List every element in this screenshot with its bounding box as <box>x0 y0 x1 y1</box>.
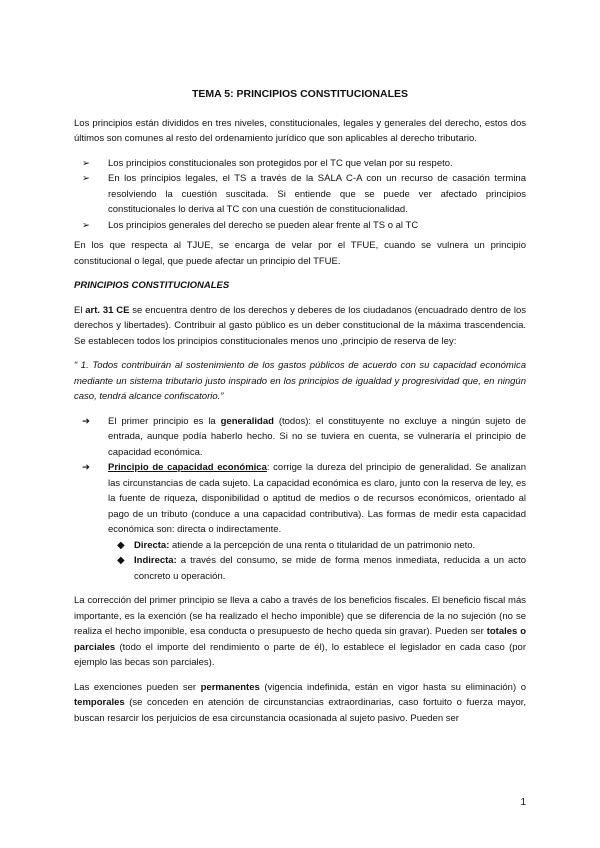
page-number: 1 <box>520 797 526 808</box>
bold-arrow-icon: ➔ <box>82 415 90 427</box>
arrow-bullet-icon: ➢ <box>82 219 90 231</box>
list-item: ➔ Principio de capacidad económica: corrige la dureza del principio de generalidad. Se analizan las circunstancias de cada sujeto. La capacidad económica es claro, junto con la reserva de ley, es la fuente de riqueza, disponibilidad o aptitud de medios o de recursos económicos, orientado al pago de un tributo (conduce a una capacidad contributiva). Las formas de medir esta capacidad económica son: directa o indirectamente. ◆ Directa: atiende a la percepción de una renta o titularidad de un patrimonio neto. ◆ Indirecta: a través del consumo, se mide de forma menos inmediata, reducida a un acto concreto u operación. <box>74 460 526 584</box>
list-item: ➢ Los principios constitucionales son protegidos por el TC que velan por su respeto. <box>74 156 526 172</box>
arrow-bullet-icon: ➢ <box>82 157 90 169</box>
bold-arrow-icon: ➔ <box>82 462 90 473</box>
list-item: ➢ Los principios generales del derecho se pueden alear frente al TS o al TC <box>74 218 526 234</box>
capacity-sub-list <box>74 538 526 585</box>
principles-list <box>74 414 526 585</box>
diamond-bullet-icon: ◆ <box>117 539 125 551</box>
constitution-quote: “ 1. Todos contribuirán al sostenimiento de los gastos públicos de acuerdo con su capacidad económica mediante un sistema tributario justo inspirado en los principios de igualdad y progresividad que, en ningún caso, tendrá alcance confiscatorio.” <box>74 360 526 402</box>
list-item: ➔ El primer principio es la generalidad (todos): el constituyente no excluye a ningún sujeto de entrada, aunque podía haberlo hecho. Si no se tuviera en cuenta, se vulneraría el principio de capacidad económica. <box>82 415 526 458</box>
diamond-bullet-icon: ◆ <box>117 555 125 566</box>
document-body <box>74 87 526 726</box>
section-title: PRINCIPIOS CONSTITUCIONALES <box>74 280 230 291</box>
list-item: ◆ Directa: atiende a la percepción de una renta o titularidad de un patrimonio neto. <box>74 538 526 554</box>
intro-paragraph: Los principios están divididos en tres niveles, constitucionales, legales y generales del derecho, estos dos últimos son comunes al resto del ordenamiento jurídico que son aplicables al derecho tributario. <box>74 117 526 144</box>
tjue-paragraph: En los que respecta al TJUE, se encarga de velar por el TFUE, cuando se vulnera un principio constitucional o legal, que puede afectar un principio del TFUE. <box>74 240 526 267</box>
document-title: TEMA 5: PRINCIPIOS CONSTITUCIONALES <box>191 88 409 100</box>
jurisdiction-list <box>74 156 526 234</box>
arrow-bullet-icon: ➢ <box>82 173 90 184</box>
list-item: ◆ Indirecta: a través del consumo, se mide de forma menos inmediata, reducida a un acto concreto u operación. <box>117 555 526 582</box>
exemptions-paragraph: Las exenciones pueden ser permanentes (vigencia indefinida, están en vigor hasta su eliminación) o temporales (se conceden en atención de circunstancias extraordinarias, caso fortuito o fuerza mayor, buscan resarcir los perjuicios de esa circunstancia ocasionada al sujeto pasivo. Pueden ser <box>74 681 526 724</box>
art31-paragraph: El art. 31 CE se encuentra dentro de los derechos y deberes de los ciudadanos (encuadrado dentro de los derechos y libertades). Contribuir al gasto público es un deber constitucional de la máxima trascendencia. Se establecen todos los principios constitucionales menos uno ,principio de reserva de ley: <box>74 304 526 347</box>
list-item: ➢ En los principios legales, el TS a través de la SALA C-A con un recurso de casación termina resolviendo la cuestión suscitada. Si entiende que se puede ver afectado principios constitucionales lo deriva al TC con una cuestión de constitucionalidad. <box>82 173 526 215</box>
correction-paragraph: La corrección del primer principio se lleva a cabo a través de los beneficios fiscales. El beneficio fiscal más importante, es la exención (se ha realizado el hecho imponible) que se diferencia de la no sujeción (no se realiza el hecho imponible, esa conducta o presupuesto de hecho queda sin gravar). Pueden ser totales o parciales (todo el importe del rendimiento o parte de él), lo establece el legislador en cada caso (por ejemplo las becas son parciales). <box>74 595 527 668</box>
